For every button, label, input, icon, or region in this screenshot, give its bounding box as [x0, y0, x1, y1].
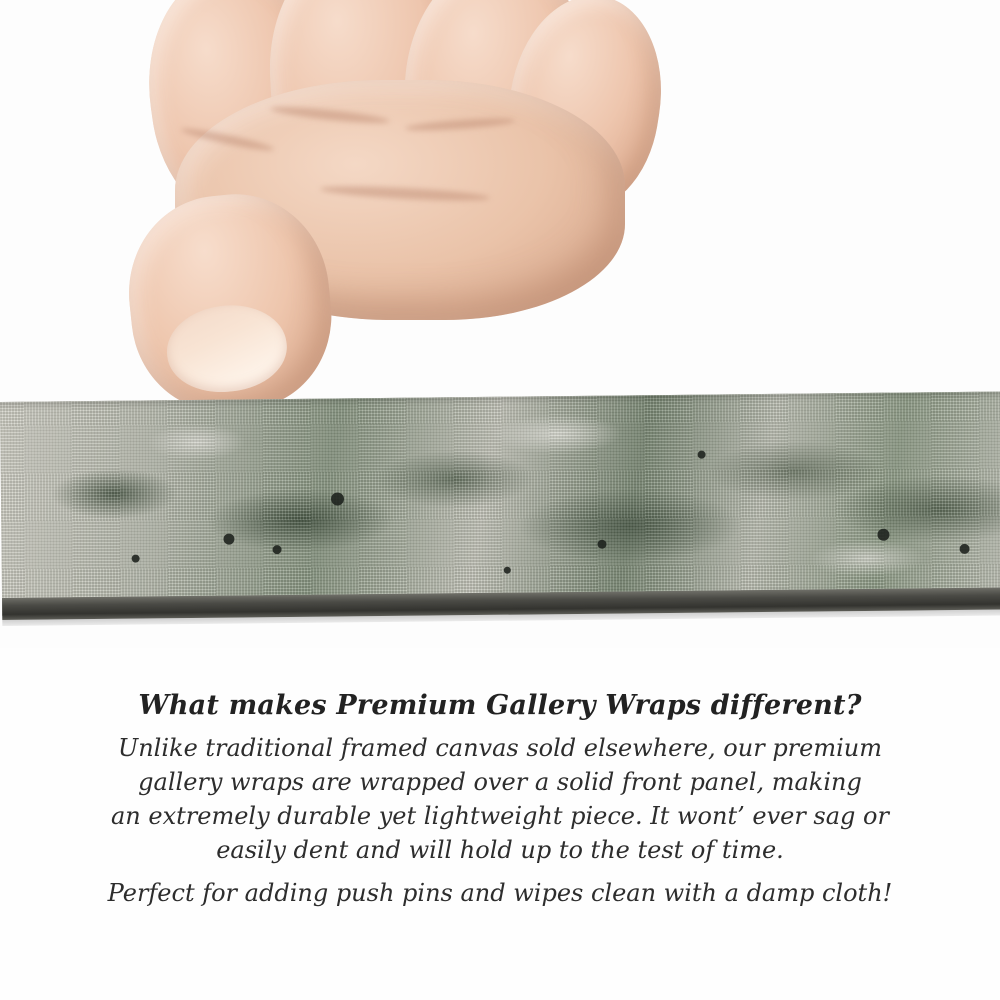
paint-speck [223, 534, 234, 545]
hand-pressing-canvas [120, 0, 640, 430]
paint-speck [698, 451, 706, 459]
caption-block [0, 690, 1000, 910]
paint-speck [960, 544, 970, 554]
paint-speck [597, 540, 606, 549]
caption-line: easily dent and will hold up to the test of time. [216, 836, 784, 865]
gallery-wrap-edge [0, 392, 1000, 626]
canvas-artwork-surface [0, 392, 1000, 617]
canvas-weave-texture [0, 392, 1000, 617]
paint-speck [331, 492, 344, 505]
paint-speck [504, 567, 511, 574]
thumbnail [163, 300, 291, 398]
caption-final-line: Perfect for adding push pins and wipes clean with a damp cloth! [107, 879, 893, 908]
caption-line: Unlike traditional framed canvas sold elsewhere, our premium [117, 734, 882, 762]
caption-line: an extremely durable yet lightweight piece. It wont’ ever sag or [111, 802, 889, 831]
paint-speck [132, 555, 140, 563]
caption-line: gallery wraps are wrapped over a solid front panel, making [138, 768, 862, 797]
paint-speck [877, 529, 889, 541]
caption-body [0, 731, 1000, 910]
paint-speck [273, 545, 282, 554]
caption-heading: What makes Premium Gallery Wraps different? [138, 690, 862, 721]
